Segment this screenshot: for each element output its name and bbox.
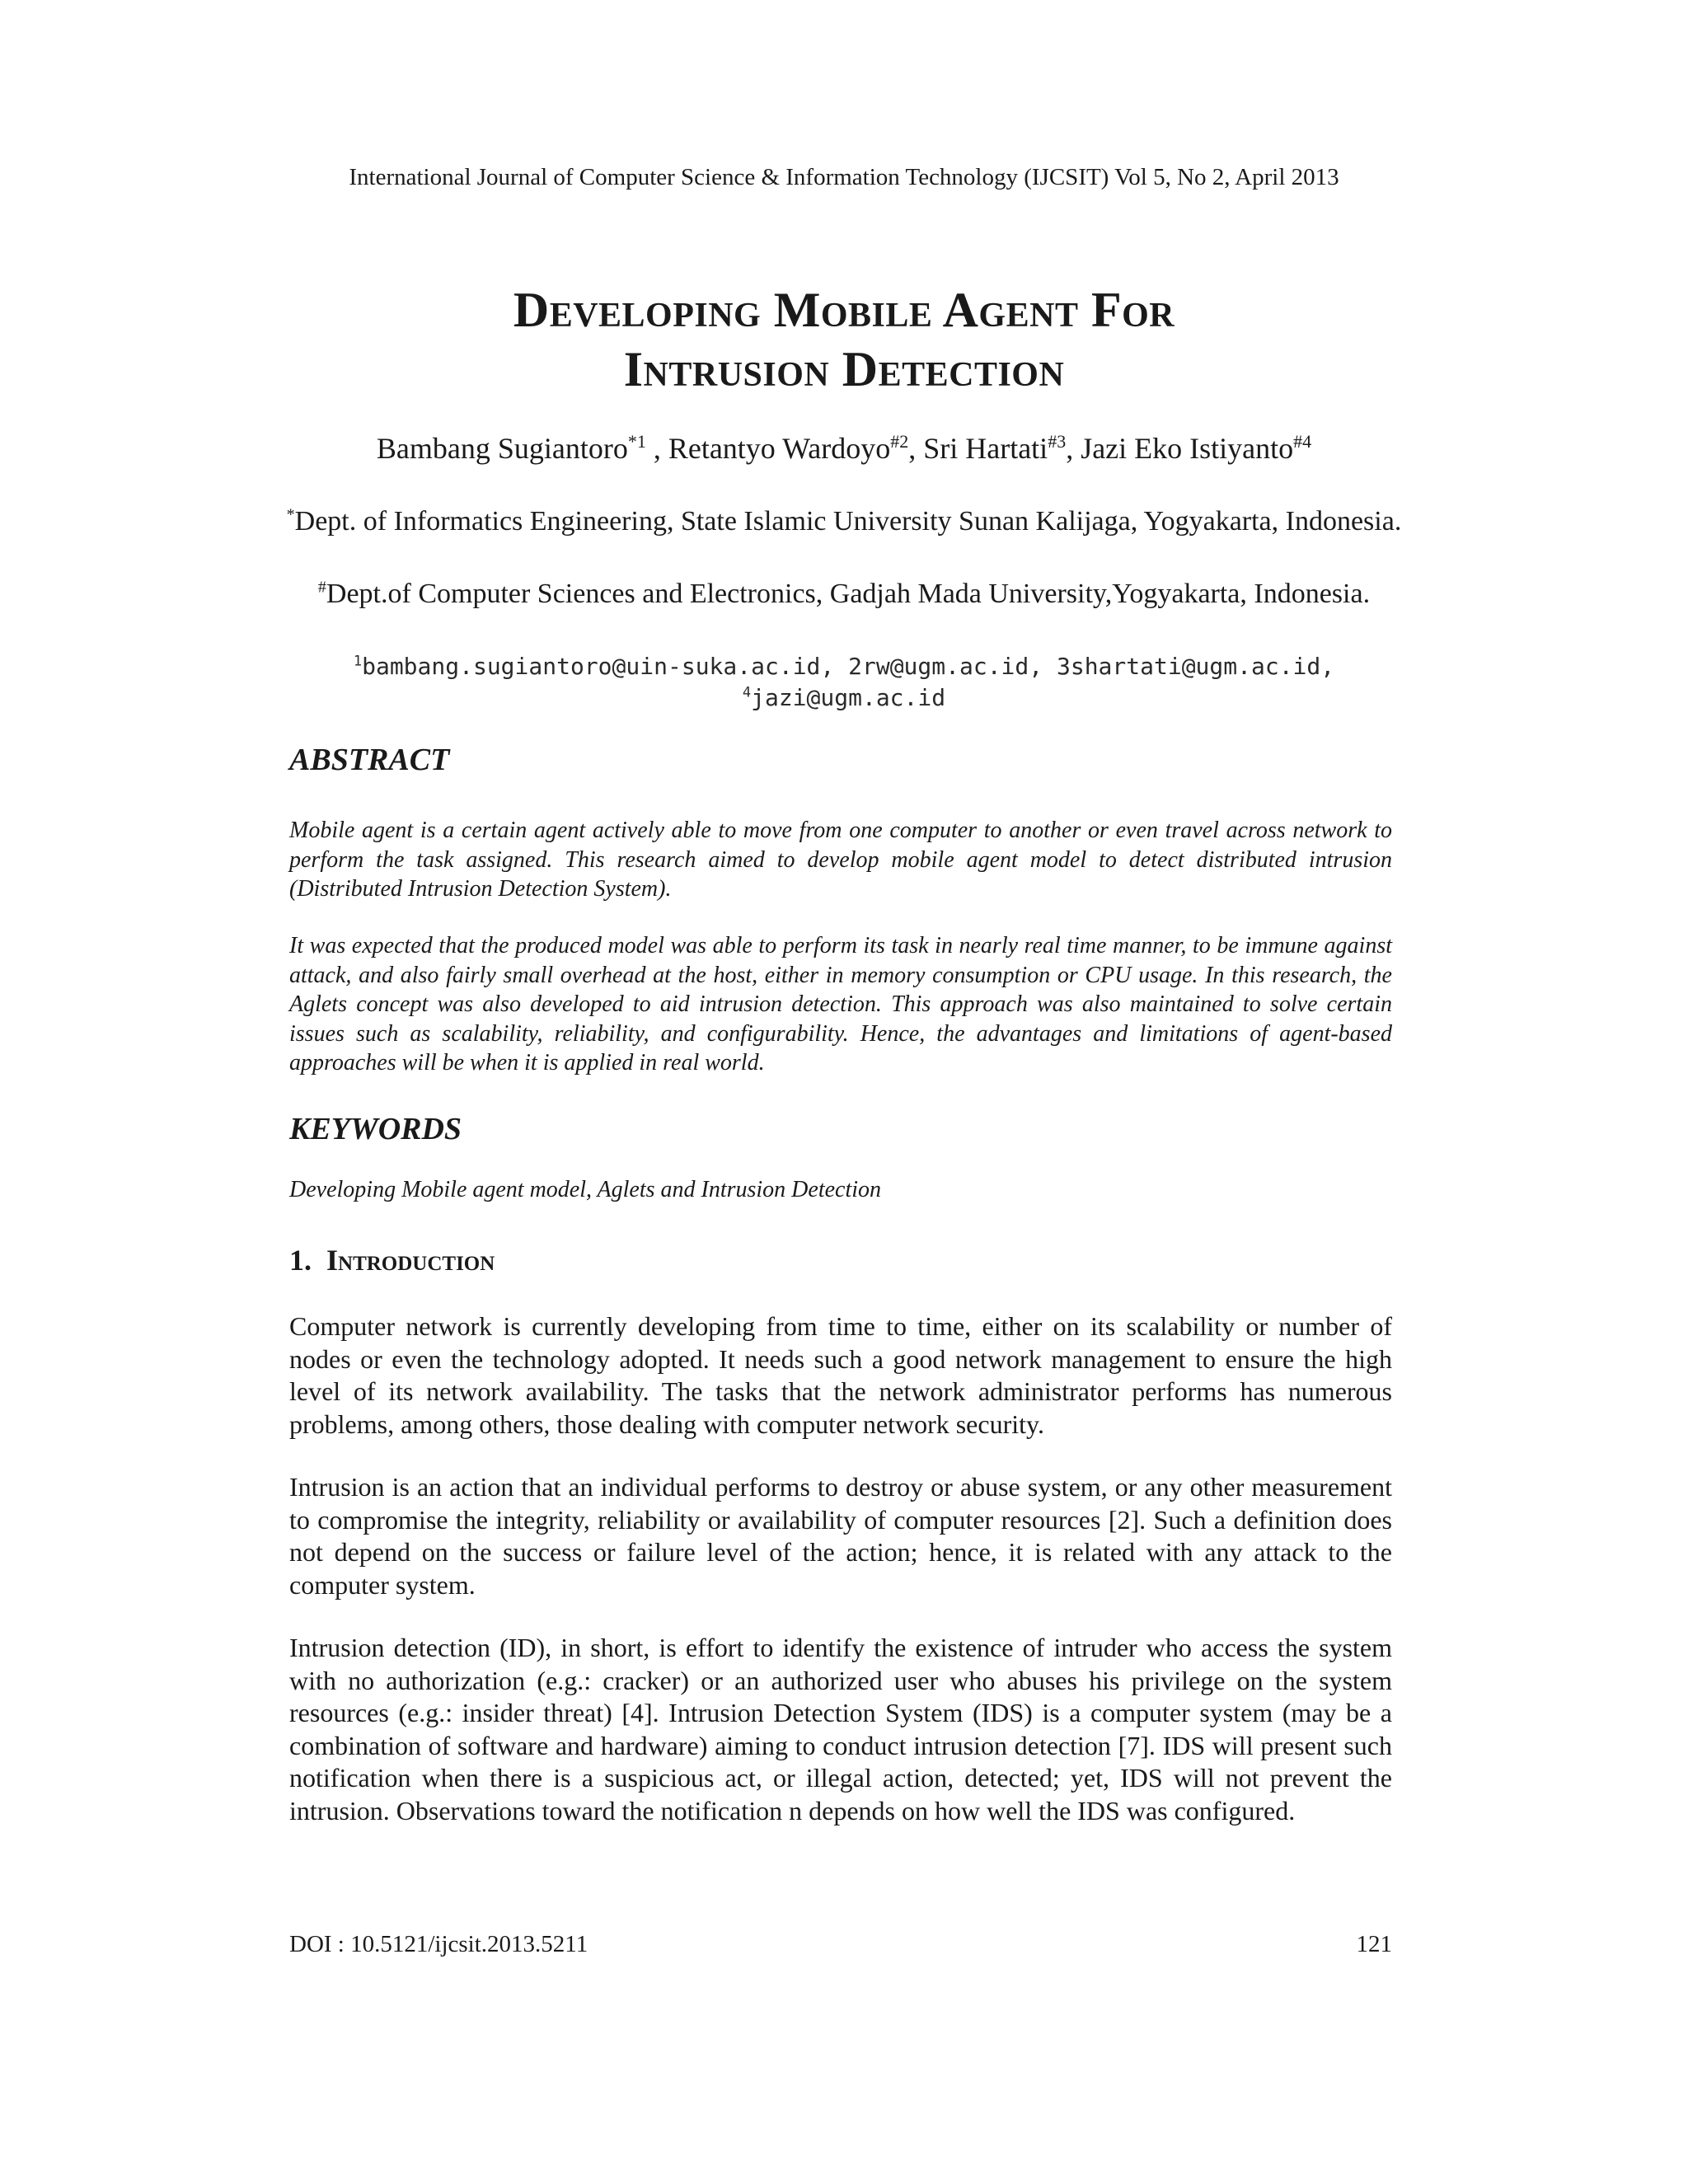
body-paragraph: Intrusion is an action that an individual performs to destroy or abuse system, or any other measurement to compromise the integrity, reliability or availability of computer resources [2]. Such a definition does not depend on the success or failure level of the action; hence, it is related with any attack to the computer system.: [289, 1472, 1392, 1600]
section-title: Introduction: [326, 1244, 495, 1277]
email-text: bambang.sugiantoro@uin-suka.ac.id, 2rw@ugm.ac.id, 3shartati@ugm.ac.id,: [362, 653, 1335, 680]
affiliation-mark: #: [317, 578, 326, 597]
affiliation-1: [272, 504, 1416, 539]
section-number: 1.: [289, 1244, 312, 1277]
keywords-heading: KEYWORDS: [289, 1112, 462, 1146]
abstract-paragraph: It was expected that the produced model was able to perform its task in nearly real time manner, to be immune against attack, and also fairly small overhead at the host, either in memory consumption or CPU usage. In this research, the Aglets concept was also developed to aid intrusion detection. This approach was also maintained to solve certain issues such as scalability, reliability, and configurability. Hence, the advantages and limitations of agent-based approaches will be when it is applied in real world.: [289, 933, 1392, 1076]
author-name: Retantyo Wardoyo: [668, 432, 891, 465]
keywords-text: Developing Mobile agent model, Aglets and Intrusion Detection: [289, 1177, 882, 1202]
author-name: Bambang Sugiantoro: [376, 432, 628, 465]
title-line-2: Intrusion Detection: [623, 342, 1065, 396]
body-paragraph: Intrusion detection (ID), in short, is effort to identify the existence of intruder who access the system with no authorization (e.g.: cracker) or an authorized user who abuses his privilege on the system resources (e.g.: insider threat) [4]. Intrusion Detection System (IDS) is a computer system (may be a combination of software and hardware) aiming to conduct intrusion detection [7]. IDS will present such notification when there is a suspicious act, or illegal action, detected; yet, IDS will not prevent the intrusion. Observations toward the notification n depends on how well the IDS was configured.: [289, 1633, 1392, 1825]
affiliation-text: Dept.of Computer Sciences and Electronics, Gadjah Mada University,Yogyakarta, Indonesia.: [326, 579, 1371, 609]
introduction-heading: [289, 1241, 495, 1279]
page-number: 121: [1356, 1931, 1392, 1957]
affiliation-text: Dept. of Informatics Engineering, State Islamic University Sunan Kalijaga, Yogyakarta, Indonesia.: [294, 506, 1402, 537]
abstract-paragraph: Mobile agent is a certain agent actively able to move from one computer to another or even travel across network to perform the task assigned. This research aimed to develop mobile agent model to detect distributed intrusion (Distributed Intrusion Detection System).: [289, 818, 1392, 902]
author-mark: #2: [890, 431, 909, 452]
abstract-heading: ABSTRACT: [289, 743, 450, 777]
author-mark: #4: [1293, 431, 1312, 452]
author-emails: [272, 651, 1416, 714]
email-mark: 1: [353, 653, 363, 670]
author-name: Sri Hartati: [923, 432, 1048, 465]
email-mark: 4: [742, 684, 752, 701]
author-mark: #3: [1048, 431, 1067, 452]
affiliation-2: [272, 577, 1416, 612]
paper-title: [0, 280, 1688, 399]
journal-header: International Journal of Computer Science & Information Technology (IJCSIT) Vol 5, No 2, April 2013: [349, 164, 1339, 190]
author-name: Jazi Eko Istiyanto: [1081, 432, 1294, 465]
email-line-1: [272, 651, 1416, 682]
author-mark: *1: [627, 431, 646, 452]
title-line-1: Developing Mobile Agent For: [513, 283, 1175, 337]
body-paragraph: Computer network is currently developing from time to time, either on its scalability or number of nodes or even the technology adopted. It needs such a good network management to ensure the high level of its network availability. The tasks that the network administrator performs has numerous problems, among others, those dealing with computer network security.: [289, 1311, 1392, 1439]
email-line-2: [272, 682, 1416, 714]
author-list: [0, 429, 1688, 468]
email-text: jazi@ugm.ac.id: [751, 684, 946, 711]
author-separator: ,: [645, 432, 668, 465]
doi-footer: DOI : 10.5121/ijcsit.2013.5211: [289, 1931, 588, 1957]
author-separator: ,: [1066, 432, 1081, 465]
affiliation-mark: *: [286, 505, 295, 524]
author-separator: ,: [908, 432, 924, 465]
